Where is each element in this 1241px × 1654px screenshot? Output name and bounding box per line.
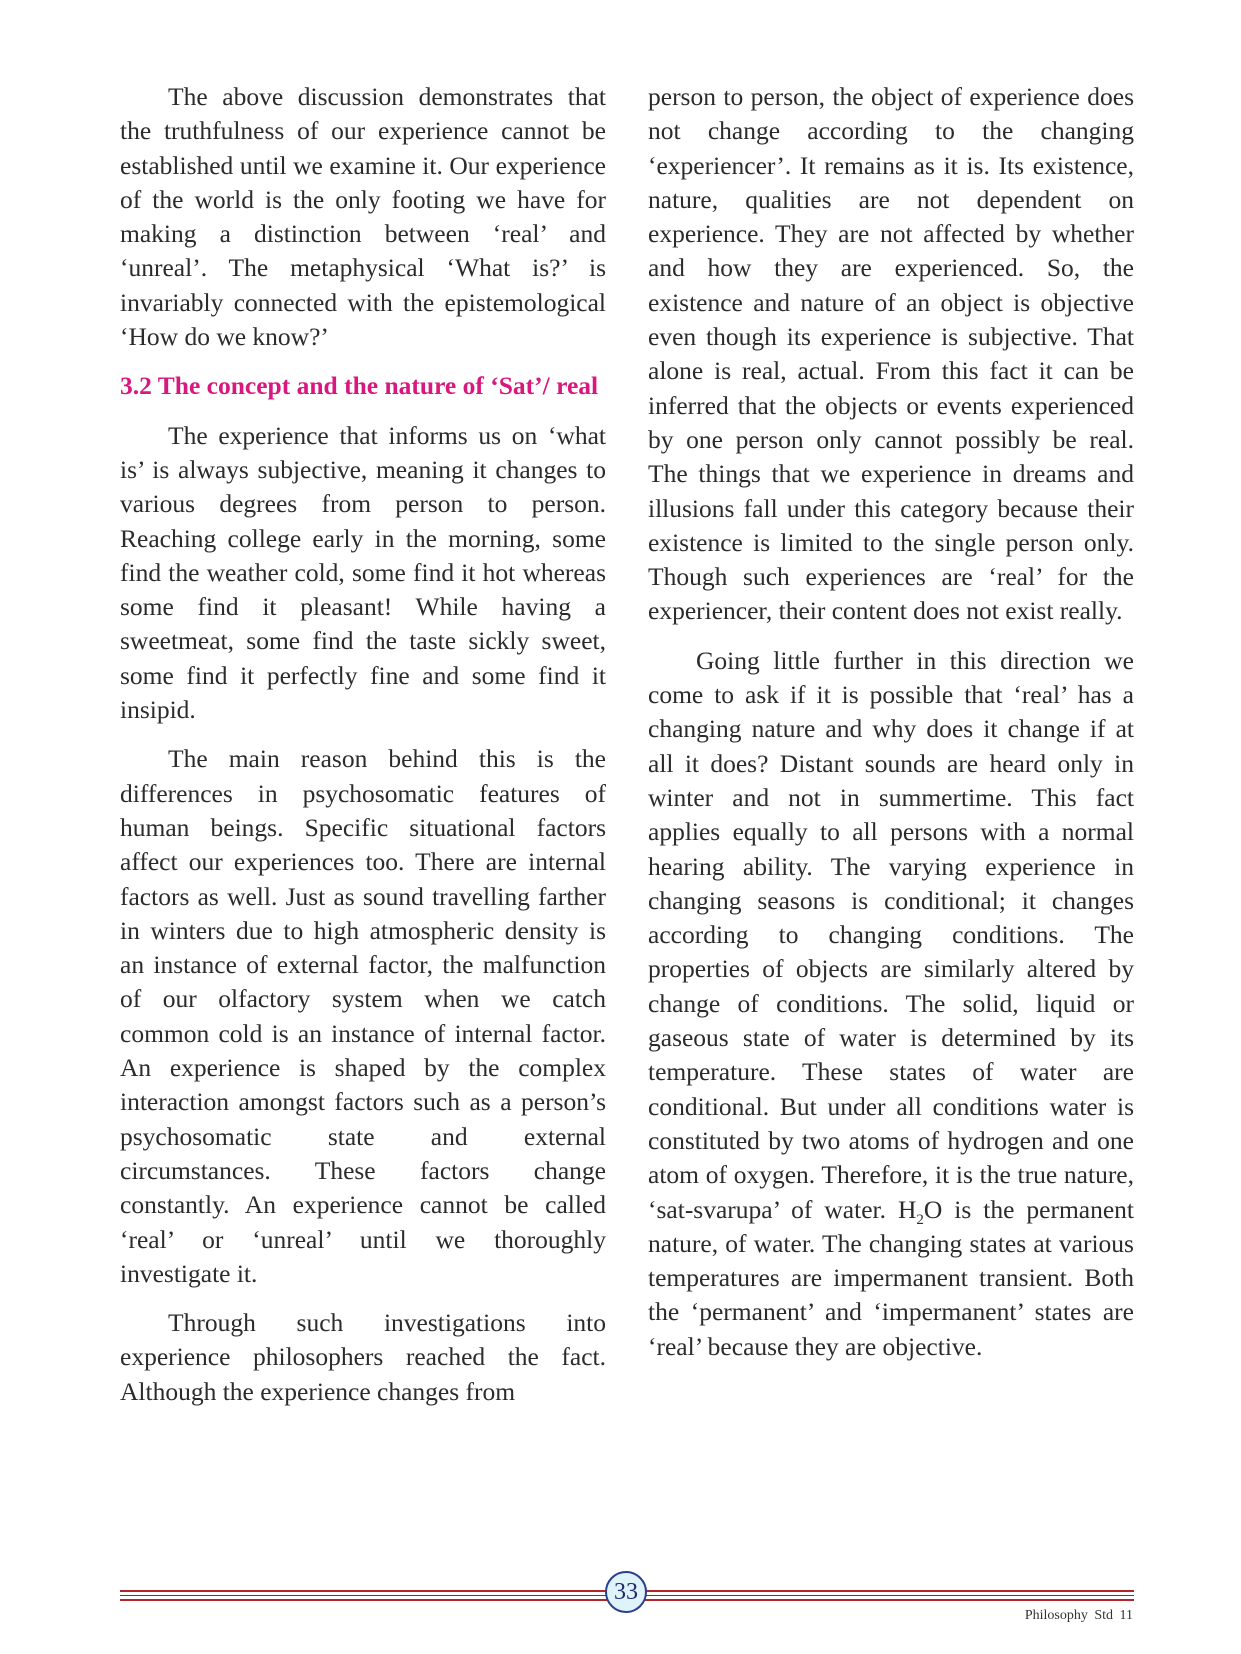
section-heading: 3.2 The concept and the nature of ‘Sat’/ real	[120, 371, 599, 401]
paragraph: person to person, the object of experience does not change according to the changing ‘experiencer’. It remains as it is. Its existence, nature, qualities are not dependent on experience. They are not affected by whether and how they are experienced. So, the existence and nature of an object is objective even though its experience is subjective. That alone is real, actual. From this fact it can be inferred that the objects or events experienced by one person only cannot possibly be real. The things that we experience in dreams and illusions fall under this category because their existence is limited to the single person only. Though such experiences are ‘real’ for the experiencer, their content does not exist really.	[648, 82, 1134, 626]
paragraph: The experience that informs us on ‘what is’ is always subjective, meaning it changes to various degrees from person to person. Reaching college early in the morning, some find the weather cold, some find it hot whereas some find it pleasant! While having a sweetmeat, some find the taste sickly sweet, some find it perfectly fine and some find it insipid.	[120, 420, 606, 725]
paragraph	[648, 644, 1134, 1364]
water-formula: $H_2O$	[897, 1194, 943, 1228]
paragraph-text: is the permanent nature, of water. The changing states at various temperatures are impermanent transient. Both the ‘permanent’ and ‘impermanent’ states are ‘real’ because they are objective.	[648, 1194, 1134, 1361]
paragraph-text: Going little further in this direction we come to ask if it is possible that ‘real’ has a changing nature and why does it change if at all it does? Distant sounds are heard only in winter and not in summertime. This fact applies equally to all persons with a normal hearing ability. The varying experience in changing seasons is conditional; it changes according to changing conditions. The properties of objects are similarly altered by change of conditions. The solid, liquid or gaseous state of water is determined by its temperature. These states of water are conditional. But under all conditions water is constituted by two atoms of hydrogen and one atom of oxygen. Therefore, it is the true nature, ‘sat-svarupa’ of water.	[648, 645, 1134, 1224]
paragraph: The main reason behind this is the differences in psychosomatic features of human beings. Specific situational factors affect our experiences too. There are internal factors as well. Just as sound travelling farther in winters due to high atmospheric density is an instance of external factor, the malfunction of our olfactory system when we catch common cold is an instance of internal factor. An experience is shaped by the complex interaction amongst factors such as a person’s psychosomatic state and external circumstances. These factors change constantly. An experience cannot be called ‘real’ or ‘unreal’ until we thoroughly investigate it.	[120, 744, 606, 1288]
page-number: 33	[605, 1571, 647, 1613]
right-column	[648, 80, 1134, 1379]
book-title: Philosophy Std 11	[1024, 1608, 1133, 1623]
left-column	[120, 80, 606, 1424]
paragraph: Through such investigations into experience philosophers reached the fact. Although the experience changes from	[120, 1308, 606, 1406]
paragraph: The above discussion demonstrates that the truthfulness of our experience cannot be established until we examine it. Our experience of the world is the only footing we have for making a distinction between ‘real’ and ‘unreal’. The metaphysical ‘What is?’ is invariably connected with the epistemological ‘How do we know?’	[120, 82, 606, 352]
